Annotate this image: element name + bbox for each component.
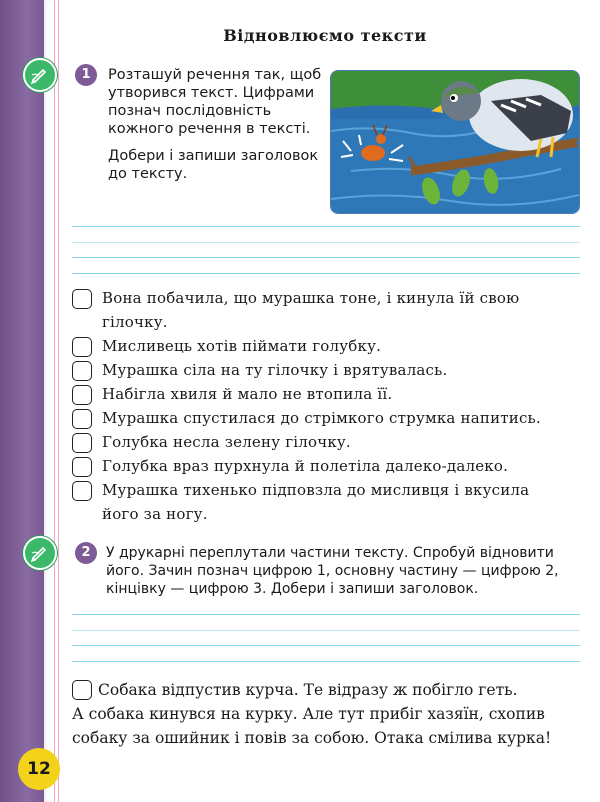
sentence-item [72,334,584,358]
number-box[interactable] [72,457,92,477]
sentence-item [72,406,584,430]
sentence-item [72,382,584,406]
task2-instruction [106,544,590,598]
instruction-line: до тексту. [108,166,188,182]
instruction-line: його. Зачин познач цифрою 1, основну частину — цифрою 2, [106,563,559,579]
sentence-text: гілочку. [102,313,168,331]
task-number-badge: 2 [75,542,97,564]
writing-lines[interactable] [72,226,580,274]
pencil-icon [23,58,57,92]
number-box[interactable] [72,385,92,405]
sentence-text: Голубка враз пурхнула й полетіла далеко-далеко. [102,457,509,475]
number-box[interactable] [72,361,92,381]
sentence-text: Мурашка спустилася до стрімкого струмка напитись. [102,409,541,427]
instruction-line: У друкарні переплутали частини тексту. Спробуй відновити [106,545,554,561]
pencil-icon [23,536,57,570]
number-box[interactable] [72,337,92,357]
number-box[interactable] [72,289,92,309]
instruction-line: познач послідовність [108,103,272,119]
sentence-text: Мурашка сіла на ту гілочку і врятувалась. [102,361,448,379]
sentence-item [72,286,584,334]
story-line: Собака відпустив курча. Те відразу ж побігло геть. [98,681,518,699]
sentence-text: Мисливець хотів піймати голубку. [102,337,382,355]
instruction-line: Добери і запиши заголовок [108,148,319,164]
instruction-line: кінцівку — цифрою 3. Добери і запиши заголовок. [106,581,479,597]
instruction-line: Розташуй речення так, щоб [108,67,322,83]
number-box[interactable] [72,409,92,429]
instruction-line: кожного речення в тексті. [108,121,311,137]
story-line: А собака кинувся на курку. Але тут прибіг хазяїн, схопив [72,705,545,723]
margin-line [58,0,59,802]
task1-instruction [108,66,323,183]
number-box[interactable] [72,680,92,700]
sentence-item [72,430,584,454]
side-band [0,0,44,802]
page-number: 12 [18,748,60,790]
task-number-badge: 1 [75,64,97,86]
page-title: Відновлюємо тексти [223,26,427,45]
side-shade [44,0,52,802]
sentence-item [72,454,584,478]
sentence-list [72,286,584,526]
pigeon-and-ant-illustration [330,70,580,214]
sentence-text: Набігла хвиля й мало не втопила її. [102,385,393,403]
story-text [72,678,588,750]
sentence-text: його за ногу. [102,505,208,523]
story-line: собаку за ошийник і повів за собою. Отака смілива курка! [72,729,552,747]
writing-lines[interactable] [72,614,580,662]
number-box[interactable] [72,433,92,453]
number-box[interactable] [72,481,92,501]
instruction-line: утворився текст. Цифрами [108,85,315,101]
sentence-text: Вона побачила, що мурашка тоне, і кинула їй свою [102,289,520,307]
sentence-text: Мурашка тихенько підповзла до мисливця і вкусила [102,481,530,499]
sentence-text: Голубка несла зелену гілочку. [102,433,351,451]
margin-line [54,0,55,802]
sentence-item [72,358,584,382]
sentence-item [72,478,584,526]
